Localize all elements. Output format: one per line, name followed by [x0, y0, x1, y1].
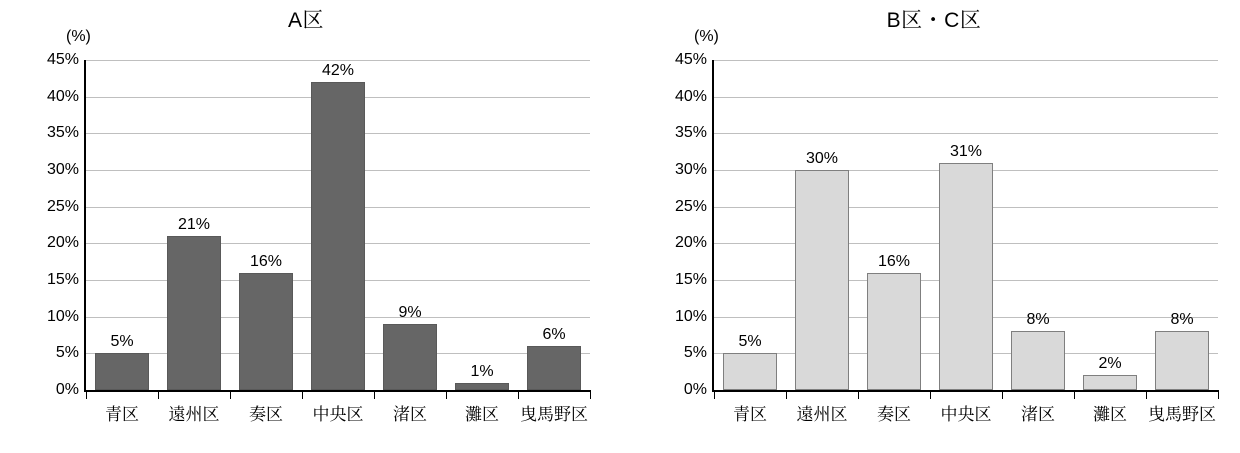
bar: [95, 333, 149, 390]
bar-value-label: 31%: [949, 142, 983, 160]
y-axis-tick-label: 0%: [683, 381, 707, 398]
bar: [867, 252, 921, 390]
x-axis-tick-label: 渚区: [393, 405, 427, 424]
x-axis-tick-mark: [786, 390, 787, 399]
x-axis-tick-mark: [158, 390, 159, 399]
x-axis-tick-label: 曳馬野区: [1148, 405, 1216, 424]
y-axis-tick-label: 5%: [55, 344, 79, 362]
bar-value-label: 5%: [738, 333, 762, 351]
bar: [1083, 355, 1137, 390]
x-axis-tick-mark: [1002, 390, 1003, 399]
bar: [723, 333, 777, 390]
bar: [1011, 311, 1065, 390]
x-axis-tick-mark: [86, 390, 87, 399]
y-axis-tick-label: 35%: [46, 124, 79, 142]
bar-value-label: 16%: [249, 252, 283, 270]
bar: [455, 362, 509, 390]
x-axis-tick-mark: [590, 390, 591, 399]
x-axis-tick-mark: [518, 390, 519, 399]
chart-panel-bc: [628, 0, 1240, 453]
bar-value-label: 9%: [398, 304, 422, 321]
gridline: [714, 133, 1218, 134]
bar-value-label: 5%: [110, 333, 134, 351]
y-axis-tick-label: 45%: [46, 51, 79, 68]
bar: [1155, 311, 1209, 390]
gridline: [86, 60, 590, 61]
x-axis-tick-label: 青区: [733, 405, 767, 424]
bar-value-label: 8%: [1170, 311, 1194, 329]
x-axis-tick-mark: [374, 390, 375, 399]
y-axis-tick-label: 10%: [674, 307, 707, 325]
bar-value-label: 16%: [877, 252, 911, 270]
bar-value-label: 30%: [805, 150, 839, 167]
x-axis-tick-mark: [1218, 390, 1219, 399]
y-axis-tick-label: 40%: [674, 87, 707, 105]
plot-area: [674, 51, 1218, 424]
bar: [167, 216, 221, 390]
x-axis-tick-mark: [714, 390, 715, 399]
y-axis-tick-label: 20%: [46, 234, 79, 252]
bar: [795, 150, 849, 390]
y-axis-tick-label: 35%: [674, 124, 707, 142]
bar: [239, 252, 293, 390]
bar-value-label: 1%: [470, 362, 494, 380]
x-axis-tick-label: 灘区: [1093, 405, 1127, 424]
y-axis-tick-label: 0%: [55, 381, 79, 398]
y-axis-tick-label: 10%: [46, 307, 79, 325]
x-axis-tick-label: 中央区: [312, 405, 364, 424]
y-axis-tick-label: 45%: [674, 51, 707, 68]
plot-inner: [46, 51, 590, 424]
x-axis-tick-label: 遠州区: [168, 405, 220, 424]
x-axis-tick-mark: [930, 390, 931, 399]
x-axis-tick-mark: [302, 390, 303, 399]
x-axis-tick-label: 曳馬野区: [520, 405, 588, 424]
bar-value-label: 6%: [542, 326, 566, 343]
y-axis-tick-label: 40%: [46, 87, 79, 105]
y-axis-tick-label: 15%: [46, 271, 79, 288]
chart-panel-a: [0, 0, 612, 453]
plot-area: [46, 51, 590, 424]
chart-title: B区・C区: [886, 9, 982, 32]
x-axis-tick-label: 青区: [105, 405, 139, 424]
x-axis-tick-label: 奏区: [877, 405, 911, 424]
bar-value-label: 8%: [1026, 311, 1050, 329]
x-axis-tick-mark: [446, 390, 447, 399]
y-axis-tick-label: 30%: [46, 161, 79, 178]
bar-value-label: 2%: [1098, 355, 1122, 373]
bar: [527, 326, 581, 390]
gridline: [714, 60, 1218, 61]
x-axis-tick-label: 遠州区: [796, 405, 848, 424]
bar: [383, 304, 437, 390]
y-axis-unit-label: (%): [694, 28, 719, 45]
y-axis-tick-label: 30%: [674, 161, 707, 178]
bar-value-label: 21%: [177, 216, 211, 233]
bar: [939, 142, 993, 390]
y-axis-tick-label: 25%: [674, 197, 707, 215]
y-axis-unit-label: (%): [66, 28, 91, 45]
y-axis-tick-label: 20%: [674, 234, 707, 252]
chart-title: A区: [287, 9, 324, 32]
x-axis-tick-label: 灘区: [465, 405, 499, 424]
gridline: [714, 97, 1218, 98]
x-axis-tick-label: 中央区: [940, 405, 992, 424]
x-axis-tick-label: 渚区: [1021, 405, 1055, 424]
x-axis-tick-mark: [1146, 390, 1147, 399]
y-axis-tick-label: 15%: [674, 271, 707, 288]
y-axis-tick-label: 5%: [683, 344, 707, 362]
x-axis-tick-mark: [230, 390, 231, 399]
x-axis-tick-label: 奏区: [249, 405, 283, 424]
bar: [311, 62, 365, 390]
x-axis-tick-mark: [1074, 390, 1075, 399]
y-axis-tick-label: 25%: [46, 197, 79, 215]
x-axis-tick-mark: [858, 390, 859, 399]
bar-value-label: 42%: [321, 62, 355, 79]
plot-inner: [674, 51, 1218, 424]
